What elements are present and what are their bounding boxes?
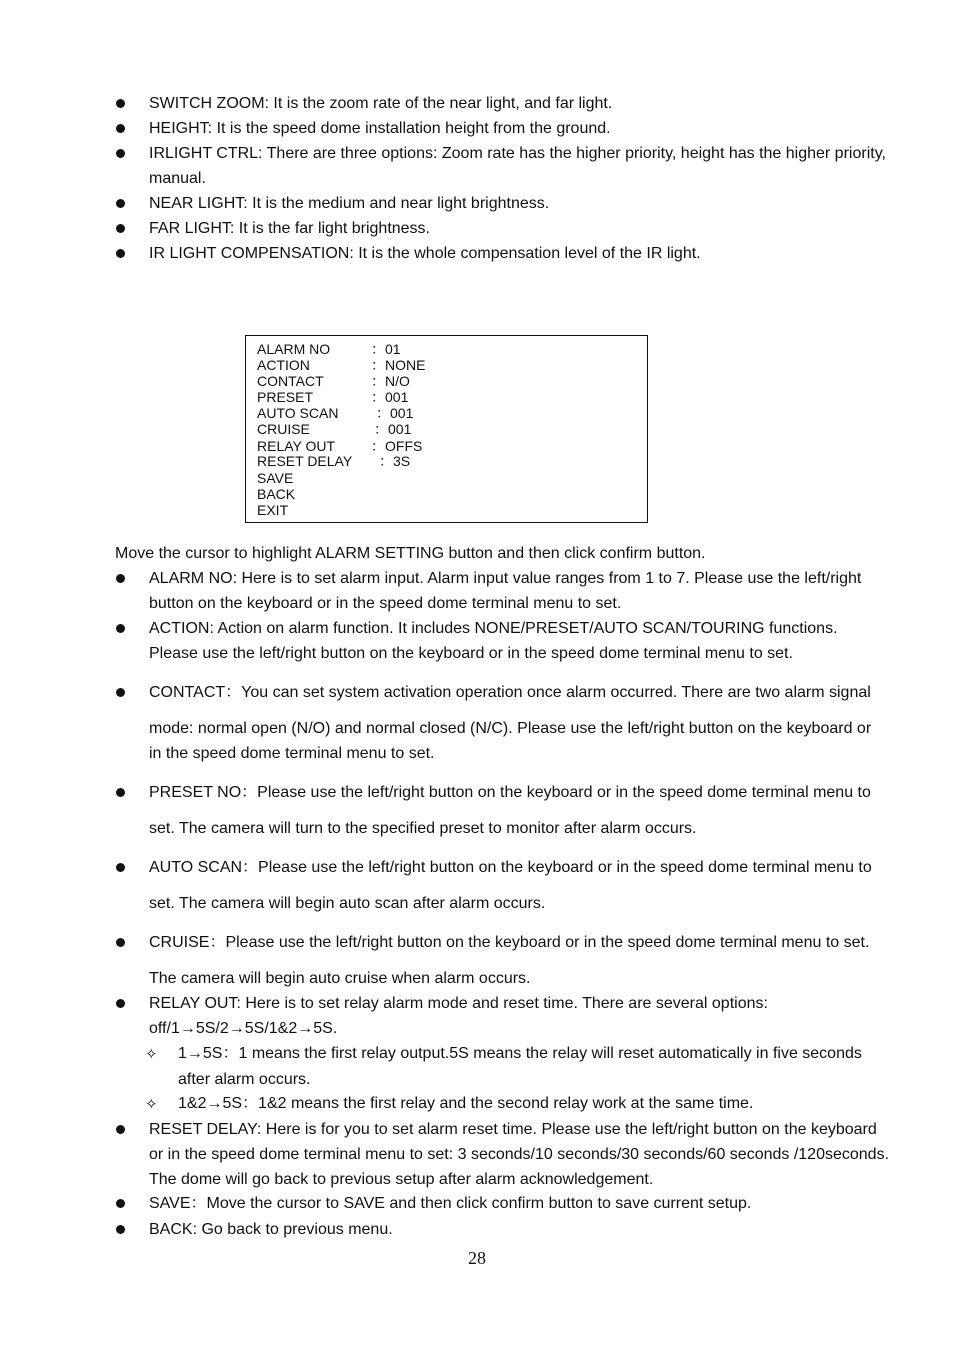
bullet-text-continuation: The camera will begin auto cruise when alarm occurs.	[149, 970, 531, 987]
bullet-text-continuation: set. The camera will turn to the specified preset to monitor after alarm occurs.	[149, 820, 697, 837]
menu-item-action-value: ：NONE	[371, 357, 426, 373]
menu-item-cruise-label: CRUISE	[257, 421, 310, 437]
menu-item-reset-delay-label: RESET DELAY	[257, 453, 353, 469]
diamond-bullet-icon: ✧	[145, 1045, 158, 1063]
menu-item-contact-label: CONTACT	[257, 373, 324, 389]
intro-paragraph: Move the cursor to highlight ALARM SETTING button and then click confirm button.	[115, 545, 706, 562]
menu-item-exit: EXIT	[257, 502, 289, 518]
bullet-dot	[116, 99, 125, 108]
bullet-text: CONTACT：You can set system activation operation once alarm occurred. There are two alarm signal	[149, 684, 871, 701]
menu-item-preset-value: ：001	[371, 389, 409, 405]
menu-item-preset-label: PRESET	[257, 389, 314, 405]
bullet-text: NEAR LIGHT: It is the medium and near light brightness.	[149, 195, 550, 212]
bullet-text: PRESET NO：Please use the left/right button on the keyboard or in the speed dome terminal menu to	[149, 784, 871, 801]
bullet-text: ALARM NO: Here is to set alarm input. Alarm input value ranges from 1 to 7. Please use the left/right	[149, 570, 862, 587]
sub-bullet-text: 1&2→5S：1&2 means the first relay and the second relay work at the same time.	[178, 1095, 754, 1112]
bullet-text: CRUISE：Please use the left/right button on the keyboard or in the speed dome terminal menu to set.	[149, 934, 870, 951]
bullet-text-continuation: button on the keyboard or in the speed dome terminal menu to set.	[149, 595, 622, 612]
bullet-text-continuation: off/1→5S/2→5S/1&2→5S.	[149, 1020, 338, 1037]
bullet-text-continuation: mode: normal open (N/O) and normal closed (N/C). Please use the left/right button on the keyboard or	[149, 720, 872, 737]
page-number: 28	[468, 1248, 486, 1268]
bullet-text: RESET DELAY: Here is for you to set alarm reset time. Please use the left/right button on the keyboard	[149, 1121, 877, 1138]
menu-item-contact-value: ：N/O	[371, 373, 410, 389]
bullet-dot	[116, 938, 125, 947]
menu-item-alarm-no-label: ALARM NO	[257, 341, 331, 357]
bullet-dot	[116, 249, 125, 258]
bullet-dot	[116, 863, 125, 872]
bullet-text: AUTO SCAN：Please use the left/right button on the keyboard or in the speed dome terminal menu to	[149, 859, 872, 876]
menu-item-save: SAVE	[257, 470, 294, 486]
menu-item-relay-out-value: ：OFFS	[371, 438, 423, 454]
bullet-dot	[116, 624, 125, 633]
bullet-text: SWITCH ZOOM: It is the zoom rate of the near light, and far light.	[149, 95, 613, 112]
bullet-text-continuation: The dome will go back to previous setup after alarm acknowledgement.	[149, 1171, 654, 1188]
bullet-dot	[116, 124, 125, 133]
menu-item-auto-scan-value: ：001	[376, 405, 414, 421]
sub-bullet-text-continuation: after alarm occurs.	[178, 1071, 311, 1088]
menu-item-action-label: ACTION	[257, 357, 310, 373]
menu-item-auto-scan-label: AUTO SCAN	[257, 405, 339, 421]
bullet-dot	[116, 788, 125, 797]
menu-item-alarm-no-value: ：01	[371, 341, 401, 357]
bullet-dot	[116, 199, 125, 208]
bullet-text-continuation: manual.	[149, 170, 206, 187]
bullet-dot	[116, 149, 125, 158]
menu-item-reset-delay-value: ：3S	[379, 453, 411, 469]
diamond-bullet-icon: ✧	[145, 1095, 158, 1113]
menu-item-relay-out-label: RELAY OUT	[257, 438, 336, 454]
bullet-dot	[116, 574, 125, 583]
bullet-text: ACTION: Action on alarm function. It includes NONE/PRESET/AUTO SCAN/TOURING functions.	[149, 620, 838, 637]
menu-item-back: BACK	[257, 486, 296, 502]
menu-item-cruise-value: ：001	[374, 421, 412, 437]
bullet-dot	[116, 224, 125, 233]
bullet-text: FAR LIGHT: It is the far light brightness.	[149, 220, 430, 237]
bullet-dot	[116, 1225, 125, 1234]
bullet-dot	[116, 1125, 125, 1134]
bullet-text-continuation: set. The camera will begin auto scan after alarm occurs.	[149, 895, 546, 912]
bullet-dot	[116, 688, 125, 697]
bullet-text: BACK: Go back to previous menu.	[149, 1221, 393, 1238]
sub-bullet-text: 1→5S：1 means the first relay output.5S means the relay will reset automatically in five seconds	[178, 1045, 862, 1062]
bullet-dot	[116, 999, 125, 1008]
bullet-text: RELAY OUT: Here is to set relay alarm mode and reset time. There are several options:	[149, 995, 768, 1012]
bullet-text-continuation: or in the speed dome terminal menu to set: 3 seconds/10 seconds/30 seconds/60 seconds /120seconds.	[149, 1146, 890, 1163]
bullet-text-continuation: in the speed dome terminal menu to set.	[149, 745, 435, 762]
bullet-dot	[116, 1199, 125, 1208]
bullet-text-continuation: Please use the left/right button on the keyboard or in the speed dome terminal menu to set.	[149, 645, 793, 662]
bullet-text: IRLIGHT CTRL: There are three options: Zoom rate has the higher priority, height has the higher priority,	[149, 145, 886, 162]
bullet-text: SAVE：Move the cursor to SAVE and then click confirm button to save current setup.	[149, 1195, 752, 1212]
bullet-text: HEIGHT: It is the speed dome installation height from the ground.	[149, 120, 611, 137]
bullet-text: IR LIGHT COMPENSATION: It is the whole compensation level of the IR light.	[149, 245, 701, 262]
